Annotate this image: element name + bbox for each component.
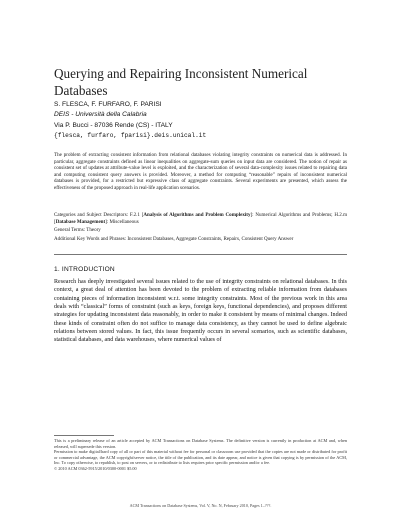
affiliation-address: Via P. Bucci - 87036 Rende (CS) - ITALY (54, 121, 173, 129)
author-block (54, 100, 354, 142)
abstract: The problem of extracting consistent information from relational databases violating integrity constraints on numerical data is addressed. In particular, aggregate constraints defined as linear inequalities on aggregate-sum queries on input data are considered. The notion of repair as consistent set of updates at attribute-value level is exploited, and the characterization of several data-complexity issues related to repairing data and computing consistent query answers is provided. Moreover, a method for computing “reasonable” repairs of inconsistent numerical databases is provided, for a restricted but expressive class of aggregate constraints. Several experiments are presented, which assess the effectiveness of the proposed approach in real-life application scenarios. (54, 152, 347, 191)
categories-tail: ]: Miscellaneous (105, 218, 139, 225)
paper-title: Querying and Repairing Inconsistent Numerical Databases (54, 66, 308, 98)
affiliation-institution: DEIS - Università della Calabria (54, 111, 147, 119)
footnote-rule (54, 435, 114, 436)
author-names: S. FLESCA, F. FURFARO, F. PARISI (54, 101, 162, 108)
abstract-divider (54, 254, 347, 255)
categories-bold-1: Analysis of Algorithms and Problem Complexity (143, 212, 251, 218)
author-email: {flesca, furfaro, fparisi}.deis.unical.it (54, 132, 207, 140)
running-footer: ACM Transactions on Database Systems, Vol. V, No. N, February 2010, Pages 1–???. (129, 503, 272, 508)
footnote-permission: Permission to make digital/hard copy of all or part of this material without fee for personal or classroom use provided that the copies are not made or distributed for profit or commercial advantage, the ACM copyright/server notice, the title of the publication, and its date appear, and notice is given that copying is by permission of the ACM, Inc. To copy otherwise, to republish, to post on servers, or to redistribute to lists requires prior specific permission and/or a fee. (54, 449, 347, 466)
additional-keywords: Additional Key Words and Phrases: Inconsistent Databases, Aggregate Constraints, Repairs, Consistent Query Answer (54, 236, 294, 242)
categories-descriptors (54, 212, 347, 225)
footnote-copyright: © 2010 ACM 0362-5915/2010/0300-0001 $5.00 (54, 465, 137, 471)
categories-bold-2: Database Management (55, 218, 106, 225)
introduction-paragraph: Research has deeply investigated several issues related to the use of integrity constraints on relational databases. In this context, a great deal of attention has been devoted to the problem of extracting reliable information from databases containing pieces of information inconsistent w.r.t. some integrity constraints. Most of the previous work in this area deals with “classical” forms of constraint (such as keys, foreign keys, functional dependencies), and proposes different strategies for updating inconsistent data reasonably, in order to make it consistent by means of minimal changes. Indeed these kinds of constraint often do not suffice to manage data consistency, as they cannot be used to define algebraic relations between stored values. In fact, this issue frequently occurs in several scenarios, such as scientific databases, statistical databases, and data warehouses, where numerical values of (54, 279, 347, 344)
categories-mid: ]: Numerical Algorithms and Problems; H.2.m [ (54, 212, 348, 225)
general-terms: General Terms: Theory (54, 227, 101, 233)
section-heading-introduction: 1. INTRODUCTION (54, 266, 115, 273)
footnote-preliminary-release: This is a preliminary release of an article accepted by ACM Transactions on Database Systems. The definitive version is currently in production at ACM and, when released, will supersede this version. (54, 438, 347, 449)
footnote-block (54, 438, 347, 472)
categories-lead: Categories and Subject Descriptors: F.2.1 [ (54, 212, 144, 218)
